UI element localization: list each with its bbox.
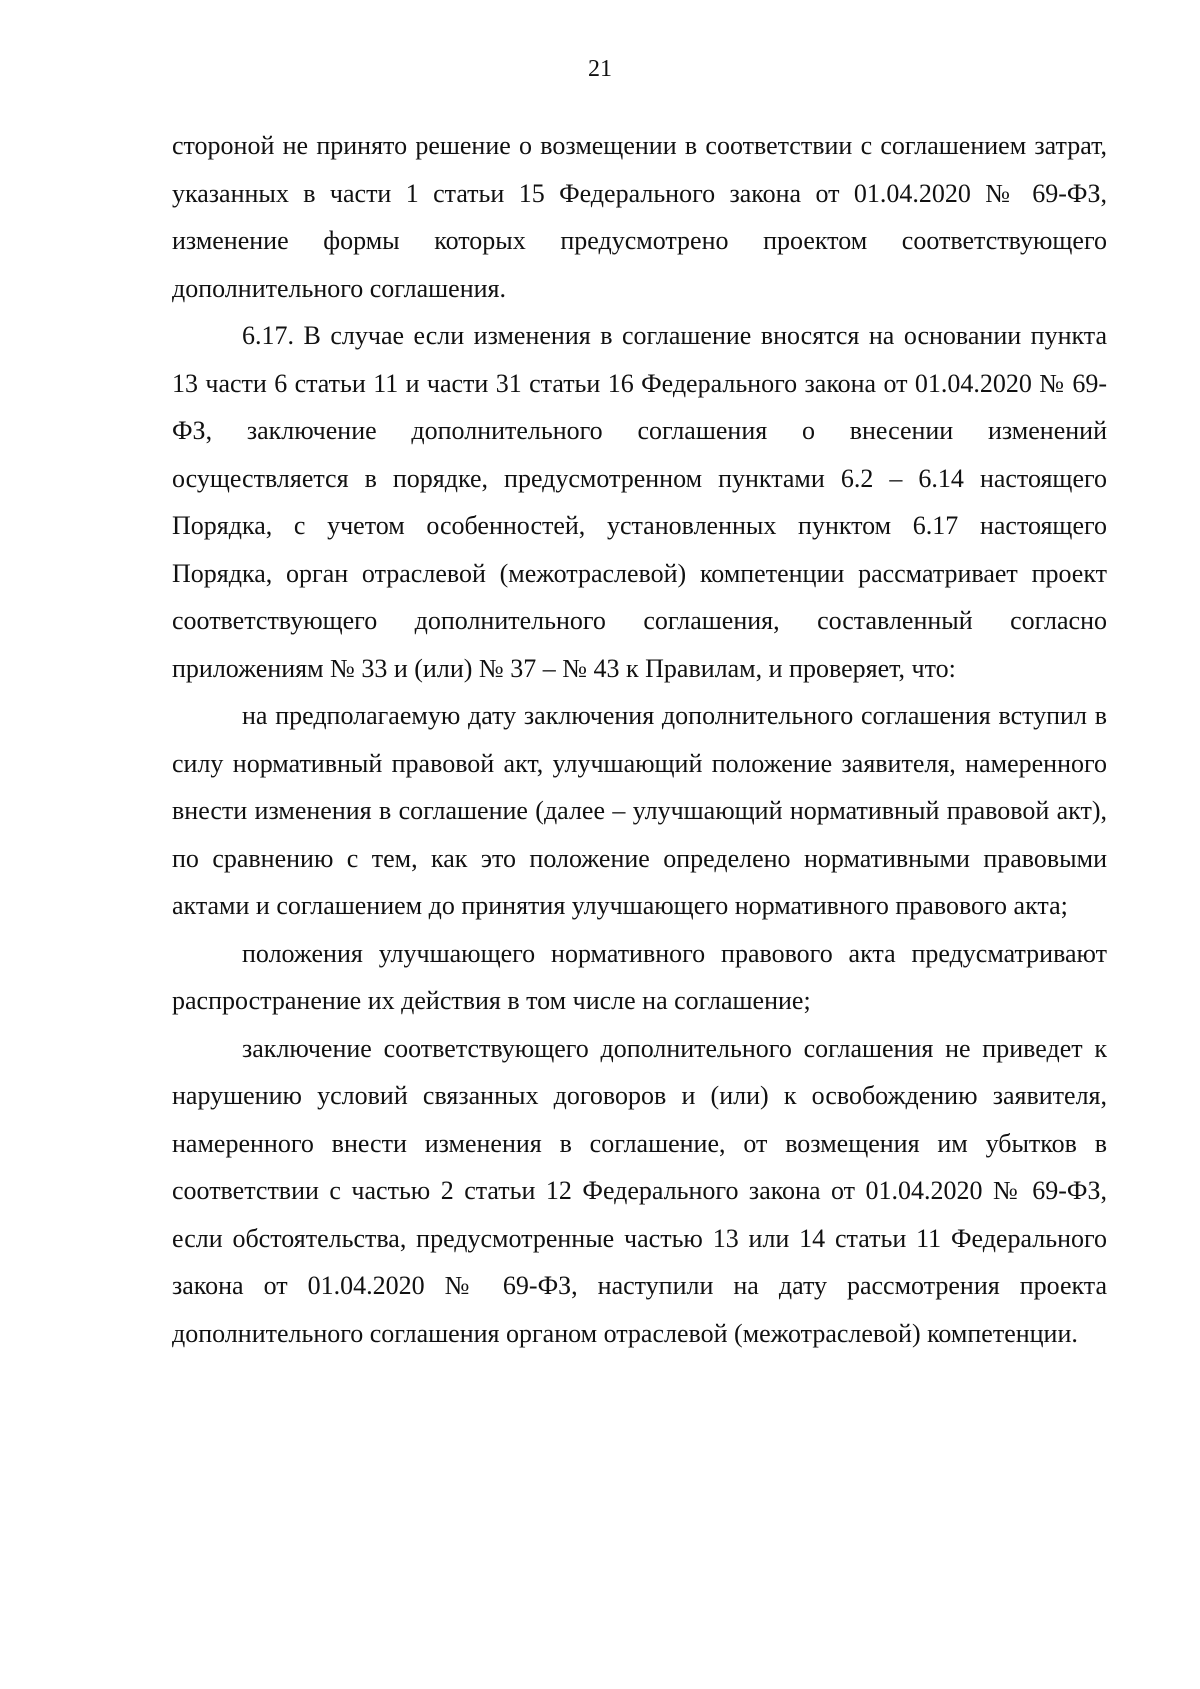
paragraph-condition-2: положения улучшающего нормативного правового акта предусматривают распространение их действия в том числе на соглашение; (172, 938, 1107, 1015)
paragraph-6-17: 6.17. В случае если изменения в соглашение вносятся на основании пункта 13 части 6 статьи 11 и части 31 статьи 16 Федерального закона от 01.04.2020 № 69-ФЗ, заключение дополнительного соглашения о внесении изменений осуществляется в порядке, предусмотренном пунктами 6.2 – 6.14 настоящего Порядка, с учетом особенностей, установленных пунктом 6.17 настоящего Порядка, орган отраслевой (межотраслевой) компетенции рассматривает проект соответствующего дополнительного соглашения, составленный согласно приложениям № 33 и (или) № 37 – № 43 к Правилам, и проверяет, что: (172, 321, 1107, 683)
page-number: 21 (588, 56, 612, 82)
paragraph-condition-3: заключение соответствующего дополнительного соглашения не приведет к нарушению условий связанных договоров и (или) к освобождению заявителя, намеренного внести изменения в соглашение, от возмещения им убытков в соответствии с частью 2 статьи 12 Федерального закона от 01.04.2020 № 69-ФЗ, если обстоятельства, предусмотренные частью 13 или 14 статьи 11 Федерального закона от 01.04.2020 № 69-ФЗ, наступили на дату рассмотрения проекта дополнительного соглашения органом отраслевой (межотраслевой) компетенции. (172, 1033, 1107, 1348)
body-text (172, 122, 1107, 1357)
paragraph-continuation: стороной не принято решение о возмещении в соответствии с соглашением затрат, указанных в части 1 статьи 15 Федерального закона от 01.04.2020 № 69-ФЗ, изменение формы которых предусмотрено проектом соответствующего дополнительного соглашения. (172, 131, 1107, 303)
paragraph-condition-1: на предполагаемую дату заключения дополнительного соглашения вступил в силу нормативный правовой акт, улучшающий положение заявителя, намеренного внести изменения в соглашение (далее – улучшающий нормативный правовой акт), по сравнению с тем, как это положение определено нормативными правовыми актами и соглашением до принятия улучшающего нормативного правового акта; (172, 701, 1107, 920)
